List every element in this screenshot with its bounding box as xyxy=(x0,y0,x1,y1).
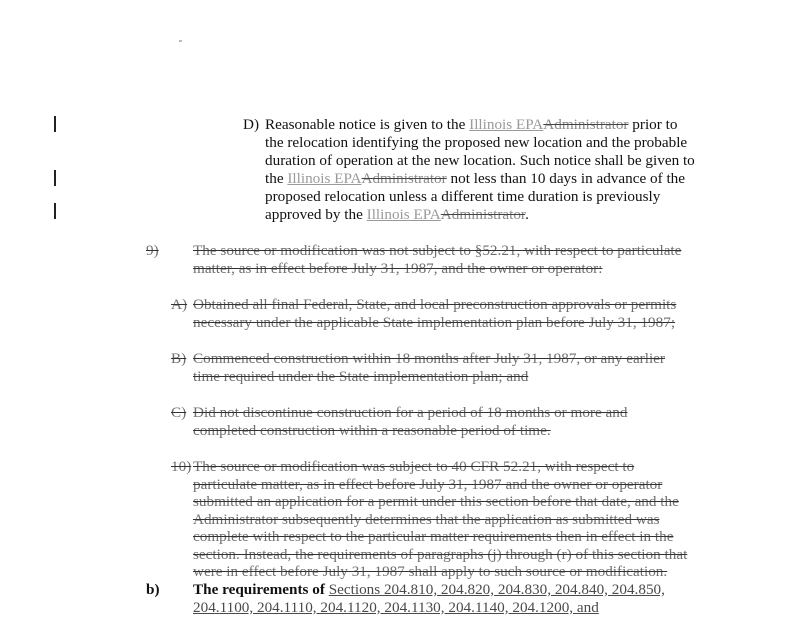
struck-paragraph-label: A) xyxy=(171,296,188,313)
item-d-line xyxy=(265,188,660,206)
text-run: The requirements of xyxy=(193,581,329,598)
struck-paragraph-label: B) xyxy=(171,350,187,367)
text-run: not less than 10 days in advance of the xyxy=(446,170,686,187)
change-bar xyxy=(54,116,56,132)
struck-paragraph-line: Obtained all final Federal, State, and local preconstruction approvals or permits xyxy=(193,296,677,313)
struck-paragraph-line: section. Instead, the requirements of paragraphs (j) through (r) of this section that xyxy=(193,545,688,563)
inserted-text: Illinois EPA xyxy=(366,206,441,223)
inserted-text: Illinois EPA xyxy=(469,116,544,133)
deleted-text: Administrator xyxy=(543,116,629,133)
struck-paragraph-line: necessary under the applicable State implementation plan before July 31, 1987; xyxy=(193,313,676,331)
text-run: approved by the xyxy=(265,206,367,223)
underlined-text: Sections 204.810, 204.820, 204.830, 204.840, 204.850, xyxy=(328,581,665,598)
struck-paragraph-line: matter, as in effect before July 31, 1987, and the owner or operator: xyxy=(193,259,603,277)
change-bar xyxy=(54,170,56,186)
struck-paragraph-label: 10) xyxy=(171,458,192,475)
item-d-line xyxy=(265,170,685,188)
subsection-b-label: b) xyxy=(146,581,160,598)
text-run: the relocation identifying the proposed new location and the probable xyxy=(265,134,688,151)
struck-paragraph-line: submitted an application for a permit under this section before that date, and the xyxy=(193,493,679,510)
struck-paragraph-line: The source or modification was not subject to §52.21, with respect to particulate xyxy=(193,242,682,259)
deleted-text: Administrator xyxy=(361,170,447,187)
item-d-line xyxy=(265,134,687,152)
text-run: duration of operation at the new location. Such notice shall be given to xyxy=(265,152,695,169)
struck-paragraph-label: C) xyxy=(171,404,187,421)
struck-paragraph-line: Did not discontinue construction for a period of 18 months or more and xyxy=(193,404,628,421)
item-d-line xyxy=(265,116,677,134)
inserted-text: Illinois EPA xyxy=(287,170,362,187)
text-run: Reasonable notice is given to the xyxy=(265,116,470,133)
deleted-text: Administrator xyxy=(440,206,526,223)
item-d-line xyxy=(265,206,529,224)
subsection-b-line xyxy=(193,599,599,617)
item-d-line xyxy=(265,152,695,170)
struck-paragraph-line: completed construction within a reasonable period of time. xyxy=(193,421,551,439)
scan-speck xyxy=(179,40,182,42)
struck-paragraph-line: were in effect before July 31, 1987 shall apply to such source or modification. xyxy=(193,563,668,580)
struck-paragraph-line: The source or modification was subject to 40 CFR 52.21, with respect to xyxy=(193,458,635,475)
subsection-b-line xyxy=(193,581,665,599)
item-d-label: D) xyxy=(243,116,260,133)
text-run: the xyxy=(265,170,288,187)
struck-paragraph-line: particulate matter, as in effect before July 31, 1987 and the owner or operator xyxy=(193,475,663,493)
struck-paragraph-line: Administrator subsequently determines that the application as submitted was xyxy=(193,510,660,528)
text-run: proposed relocation unless a different time duration is previously xyxy=(265,188,661,205)
struck-paragraph-label: 9) xyxy=(146,242,159,259)
change-bar xyxy=(54,203,56,219)
struck-paragraph-line: complete with respect to the particular matter requirements then in effect in the xyxy=(193,528,674,545)
struck-paragraph-line: Commenced construction within 18 months after July 31, 1987, or any earlier xyxy=(193,350,665,367)
struck-paragraph-line: time required under the State implementation plan; and xyxy=(193,367,529,385)
text-run: . xyxy=(525,206,529,223)
underlined-text: 204.1100, 204.1110, 204.1120, 204.1130, 204.1140, 204.1200, and xyxy=(193,599,599,616)
text-run: prior to xyxy=(628,116,678,133)
